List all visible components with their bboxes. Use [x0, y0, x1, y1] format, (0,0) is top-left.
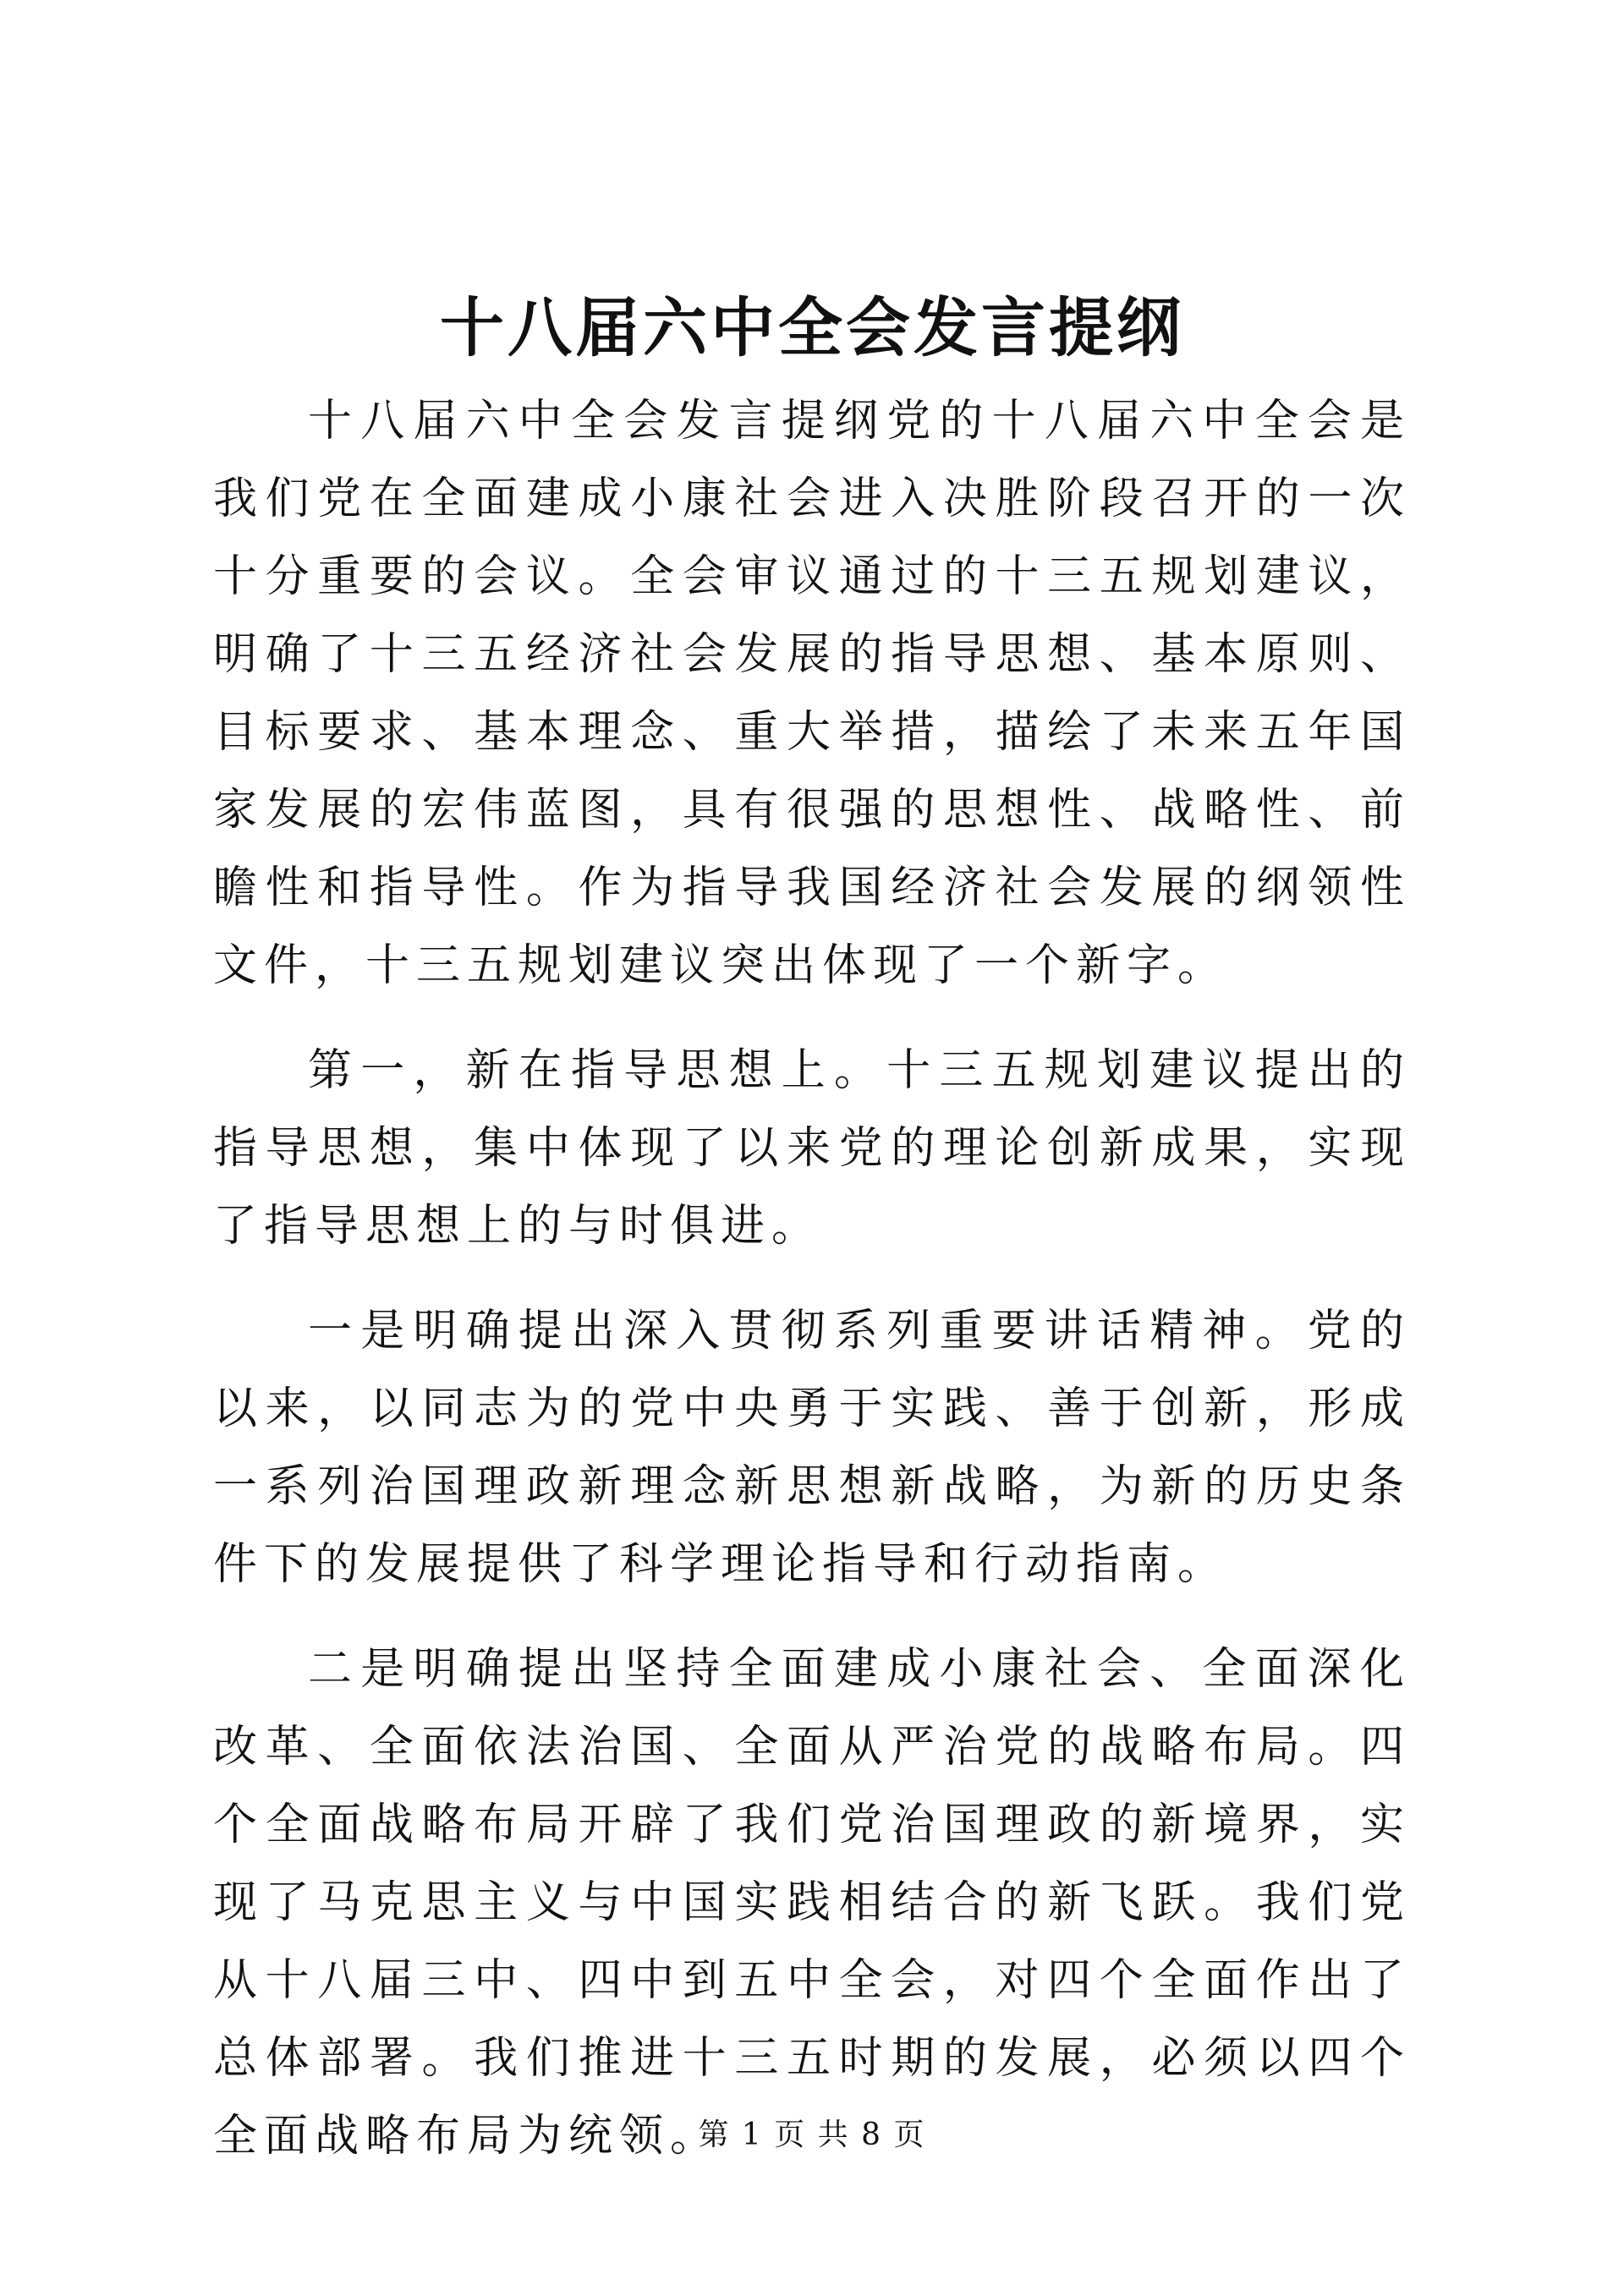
paragraph-intro: 十八届六中全会发言提纲党的十八届六中全会是我们党在全面建成小康社会进入决胜阶段召开的一次十分重要的会议。全会审议通过的十三五规划建议，明确了十三五经济社会发展的指导思想、基本原则、目标要求、基本理念、重大举措，描绘了未来五年国家发展的宏伟蓝图，具有很强的思想性、战略性、前瞻性和指导性。作为指导我国经济社会发展的纲领性文件，十三五规划建议突出体现了一个新字。	[213, 396, 1411, 991]
paragraph-point-two: 二是明确提出坚持全面建成小康社会、全面深化改革、全面依法治国、全面从严治党的战略布局。四个全面战略布局开辟了我们党治国理政的新境界，实现了马克思主义与中国实践相结合的新飞跃。我们党从十八届三中、四中到五中全会，对四个全面作出了总体部署。我们推进十三五时期的发展，必须以四个全面战略布局为统领。	[213, 1644, 1411, 2162]
paragraph-first-point: 第一，新在指导思想上。十三五规划建议提出的指导思想，集中体现了以来党的理论创新成果，实现了指导思想上的与时俱进。	[213, 1045, 1411, 1252]
page-number-footer: 第 1 页 共 8 页	[698, 2118, 926, 2152]
document-title: 十八届六中全会发言提纲	[440, 290, 1184, 365]
document-body	[213, 382, 1411, 2175]
paragraph-point-one: 一是明确提出深入贯彻系列重要讲话精神。党的以来，以同志为的党中央勇于实践、善于创新，形成一系列治国理政新理念新思想新战略，为新的历史条件下的发展提供了科学理论指导和行动指南。	[213, 1306, 1411, 1590]
